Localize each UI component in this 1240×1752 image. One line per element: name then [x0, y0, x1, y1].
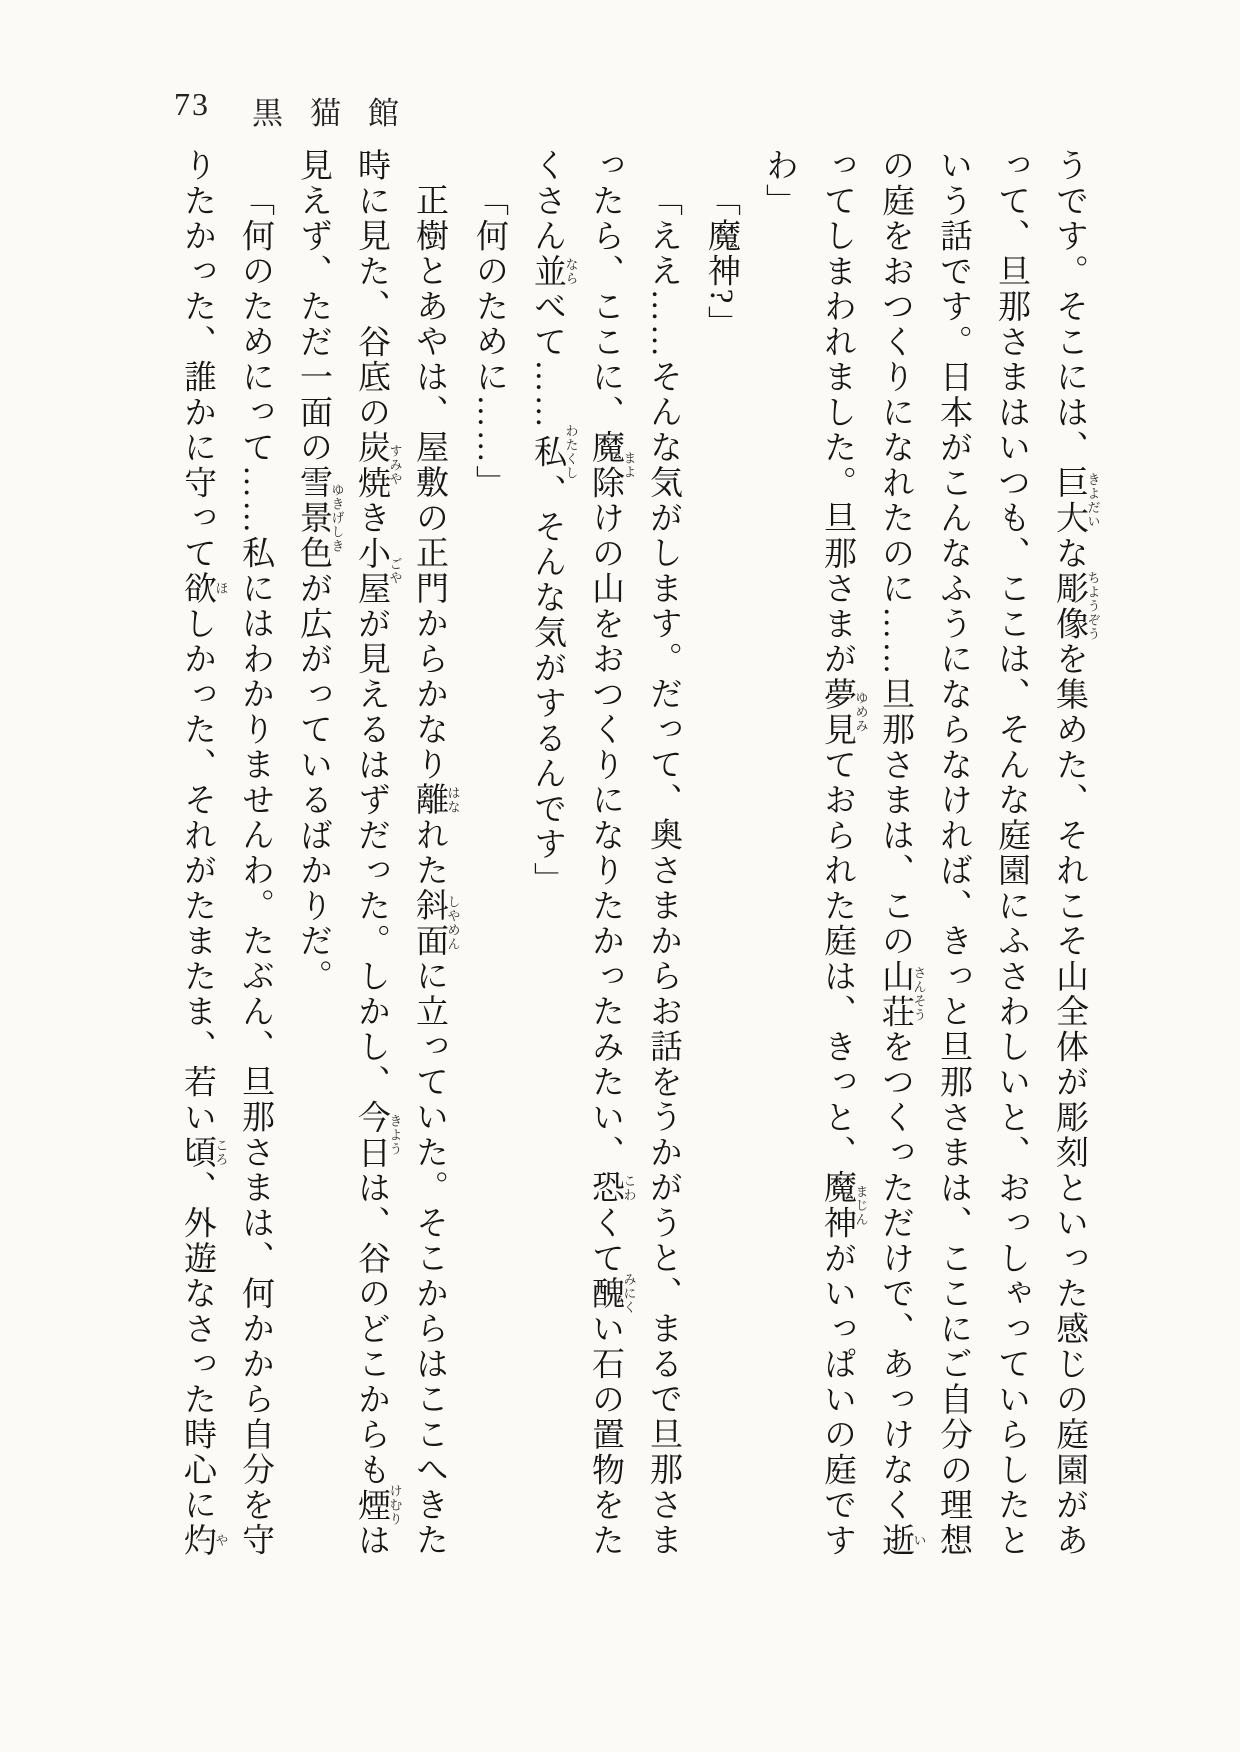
ruby-word: 今日きよう — [353, 1099, 403, 1171]
ruby-word: 恐こわ — [587, 1170, 637, 1206]
paragraph: うです。そこには、巨大きよだいな彫像ちようぞうを集めた、それこそ山全体が彫刻といった感じの庭園があって、旦那さまはいつも、ここは、そんな庭園にふさわしいと、おっしゃっていらしたという話です。日本がこんなふうにならなければ、きっと旦那さまは、ここにご自分の理想の庭をおつくりになれたのに……旦那さまは、この山荘さんそうをつくっただけで、あっけなく逝いってしまわれました。旦那さまが夢見ゆめみておられた庭は、きっと、魔神まじんがいっぱいの庭ですわ」 — [761, 148, 1101, 1558]
paragraph: 「魔神?」 — [703, 183, 739, 341]
ruby-word: 巨大きよだい — [1051, 465, 1101, 536]
running-head — [0, 86, 1240, 130]
ruby-word: 魔除まよ — [587, 430, 637, 501]
paragraph: 「ええ……そんな気がします。だって、奥さまからお話をうかがうと、まるで旦那さまったら、ここに、魔除まよけの山をおつくりになりたかったみたい、恐こわくて醜みにくい石の置物をたくさん並ならべて……私わたくし、そんな気がするんです」 — [529, 148, 681, 1558]
ruby-word: 灼や — [179, 1522, 229, 1558]
ruby-word: 逝い — [877, 1522, 927, 1558]
book-title: 黒猫館 — [252, 96, 426, 131]
paragraph: 「何のために……」 — [471, 183, 507, 501]
ruby-word: 小屋ごや — [353, 535, 403, 607]
ruby-word: 醜みにく — [587, 1272, 637, 1315]
ruby-word: 夢見ゆめみ — [819, 676, 869, 748]
page-number: 73 — [174, 86, 210, 122]
ruby-word: 離はな — [411, 782, 461, 818]
ruby-word: 炭焼すみや — [353, 430, 403, 501]
ruby-word: 山荘さんそう — [877, 958, 927, 1030]
body-text — [168, 148, 1100, 1562]
ruby-word: 頃ころ — [179, 1135, 229, 1171]
ruby-word: 魔神まじん — [819, 1170, 869, 1241]
ruby-word: 並なら — [529, 253, 579, 289]
ruby-word: 私わたくし — [529, 424, 579, 480]
ruby-word: 欲ほ — [179, 571, 229, 607]
paragraph: 正樹とあやは、屋敷の正門からかなり離はなれた斜面しやめんに立っていた。そこからはここへきた時に見た、谷底の炭焼すみやき小屋ごやが見えるはずだった。しかし、今日きようは、谷のどこからも煙けむりは見えず、ただ一面の雪景色ゆきげしきが広がっているばかりだ。 — [295, 148, 461, 1558]
ruby-word: 雪景色ゆきげしき — [295, 465, 345, 571]
ruby-word: 斜面しやめん — [411, 888, 461, 959]
ruby-word: 煙けむり — [353, 1484, 403, 1527]
ruby-word: 彫像ちようぞう — [1051, 571, 1101, 642]
paragraph: 「何のためにって……私にはわかりませんわ。たぶん、旦那さまは、何かから自分を守りたかった、誰かに守って欲ほしかった、それがたまたま、若い頃ころ、外遊なさった時心に灼や — [179, 148, 273, 1558]
